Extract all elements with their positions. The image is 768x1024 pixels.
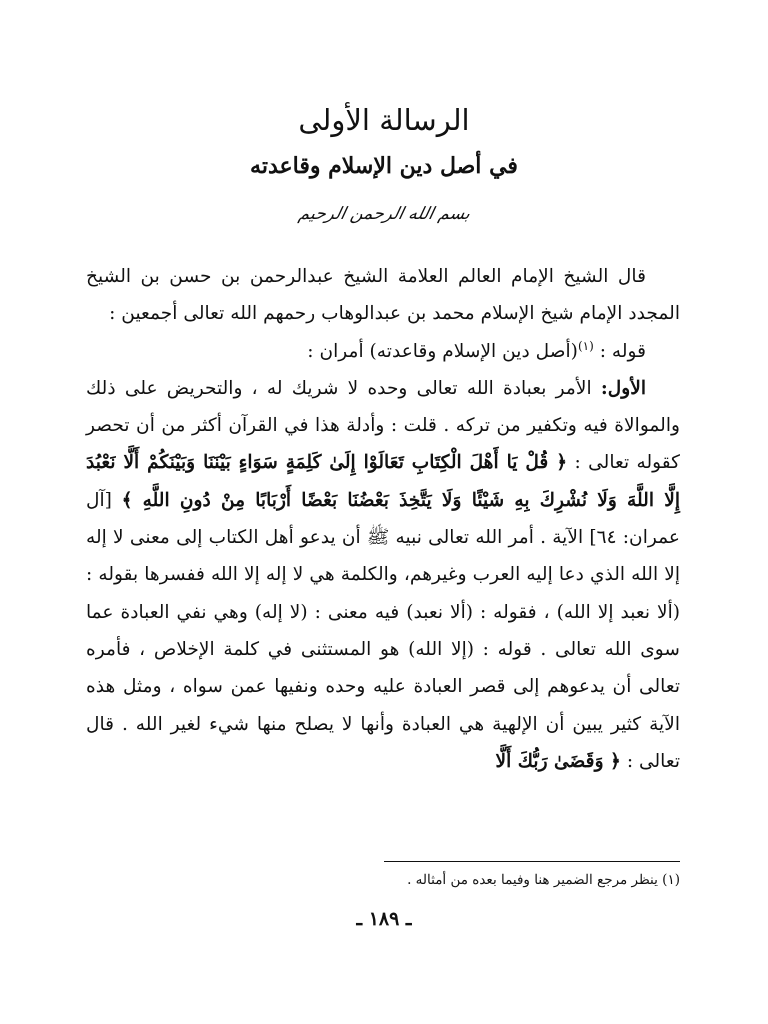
- statement-text: (أصل دين الإسلام وقاعدته) أمران :: [307, 340, 578, 362]
- basmala-text: بسم الله الرحمن الرحيم: [296, 204, 472, 224]
- page-title: الرسالة الأولى: [298, 103, 470, 137]
- statement-prefix: قوله :: [599, 340, 646, 362]
- footnote: (١) ينظر مرجع الضمير هنا وفيما بعده من أمثاله .: [407, 872, 680, 888]
- first-point-text: الأمر بعبادة الله تعالى وحده لا شريك له ، والتحريض على ذلك والموالاة فيه وتكفير من تركه . قلت : وأدلة هذا في القرآن أكثر من أن تحصر كقوله تعالى :: [86, 377, 680, 474]
- page-subtitle: في أصل دين الإسلام وقاعدته: [250, 153, 518, 179]
- page-number: ـ ١٨٩ ـ: [356, 908, 412, 930]
- footnote-marker: (١): [577, 338, 594, 353]
- first-point-paragraph: [86, 370, 680, 780]
- body-text: [86, 258, 680, 780]
- footnote-separator: [384, 861, 680, 862]
- first-point-lead: الأول:: [600, 377, 646, 399]
- intro-paragraph: قال الشيخ الإمام العالم العلامة الشيخ عبدالرحمن بن حسن بن الشيخ المجدد الإمام شيخ الإسلام محمد بن عبدالوهاب رحمهم الله تعالى أجمعين :: [86, 266, 680, 325]
- quran-verse-continued: ﴿ وَقَضَىٰ رَبُّكَ أَلَّا: [495, 750, 621, 772]
- first-point-commentary: [آل عمران: ٦٤] الآية . أمر الله تعالى نبيه ﷺ أن يدعو أهل الكتاب إلى معنى لا إله إلا الله الذي دعا إليه العرب وغيرهم، والكلمة هي لا إله إلا الله ففسرها بقوله : (ألا نعبد إلا الله) ، فقوله : (ألا نعبد) فيه معنى : (لا إله) وهي نفي العبادة عما سوى الله تعالى . قوله : (إلا الله) هو المستثنى في كلمة الإخلاص ، فأمره تعالى أن يدعوهم إلى قصر العبادة عليه وحده ونفيها عمن سواه ، ومثل هذه الآية كثير يبين أن الإلهية هي العبادة وأنها لا يصلح منها شيء لغير الله . قال تعالى :: [86, 489, 680, 772]
- quran-verse: ﴿ قُلْ يَا أَهْلَ الْكِتَابِ تَعَالَوْا إِلَىٰ كَلِمَةٍ سَوَاءٍ بَيْنَنَا وَبَيْنَكُمْ أَلَّا نَعْبُدَ إِلَّا اللَّهَ وَلَا نُشْرِكَ بِهِ شَيْئًا وَلَا يَتَّخِذَ بَعْضُنَا بَعْضًا أَرْبَابًا مِنْ دُونِ اللَّهِ ﴾: [86, 452, 680, 511]
- basmala-calligraphy: [0, 200, 768, 228]
- statement-paragraph: [86, 333, 680, 370]
